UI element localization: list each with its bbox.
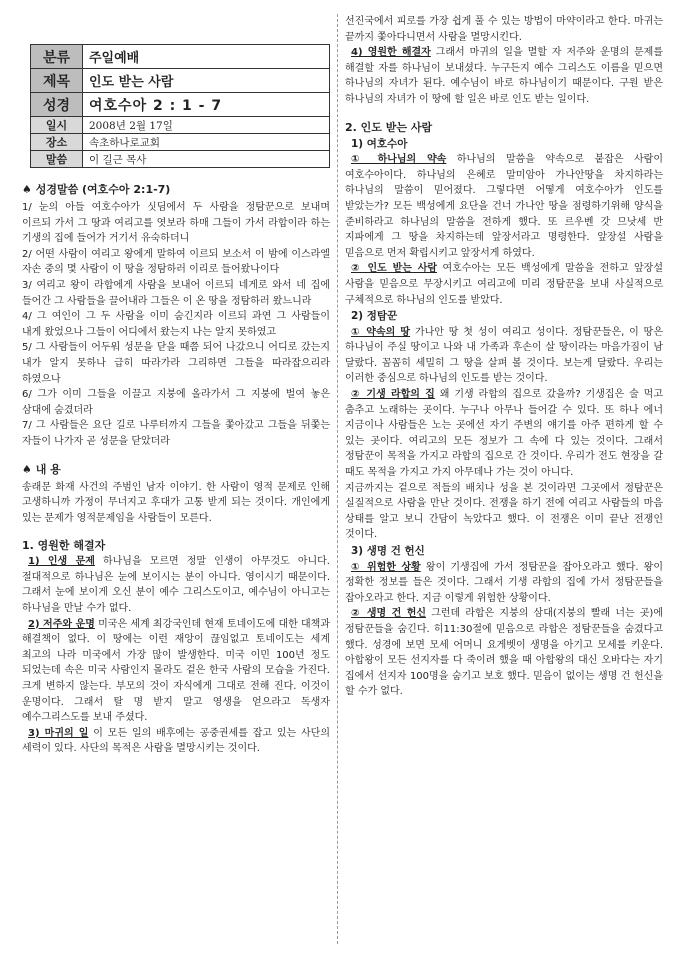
paragraph-body: 가나안 땅 첫 성이 여리고 성이다. 정탐꾼들은, 이 땅은 하나님이 주실 땅이고 나와 내 가족과 후손이 살 땅이라는 마음가짐이 남 달랐다. 꼼꼼히 세밀히 그 땅을 살펴 볼 것이다. 보는게 달랐다. 우리는 이러한 중심으로 하나님의 인도를 받는 것이다. — [345, 326, 663, 385]
info-key: 성경 — [31, 93, 83, 117]
subsection-paragraph-continued: 지금까지는 겉으로 적들의 배치나 성을 본 것이라면 그곳에서 정탐꾼은 실질적으로 사람을 만난 것이다. 전쟁을 하기 전에 여리고 사람들의 마음 상태를 알고 보니 간담이 녹았다고 했다. 이 전쟁은 이미 끝난 전쟁인 것이다. — [345, 482, 663, 541]
sermon-info-table — [30, 44, 330, 168]
column-divider — [337, 14, 338, 944]
scripture-heading: ♠ 성경말씀 (여호수아 2:1-7) — [22, 183, 171, 196]
paragraph-body: 미국은 세계 최강국인데 현재 토네이도에 대한 대책과 해결책이 없다. 이 땅에는 이런 재앙이 끊임없고 토네이도는 세계 최고의 나라 미국에서 가장 많이 발생한다. 미국 이민 100년 정도 되었는데 속은 미국 사람인지 몰라도 겉은 한국 사람의 모습을 가진다. 크게 변하지 않는다. 부모의 것이 자식에게 그대로 전해 진다. 이것이 운명이다. 그래서 탈 명 받지 말고 영생을 얻으라고 독생자 예수그리스도를 보내 주셨다. — [22, 618, 330, 724]
info-row-scripture — [31, 93, 330, 117]
info-key: 제목 — [31, 69, 83, 93]
paragraph-heading: ① 위험한 상황 — [351, 561, 421, 573]
paragraph-heading: ② 인도 받는 사람 — [351, 263, 438, 275]
subsection-title: 3) 생명 건 헌신 — [351, 545, 425, 557]
info-row-place — [31, 134, 330, 151]
paragraph-body: 이 모든 일의 배후에는 공중권세를 잡고 있는 사단의 세력이 있다. 사단의 목적은 사람을 멸망시키는 것이다. — [22, 727, 330, 755]
subsection-paragraph — [345, 261, 663, 308]
paragraph-heading: ① 약속의 땅 — [351, 326, 411, 338]
paragraph-heading: 3) 마귀의 일 — [28, 727, 89, 739]
section-1-paragraph — [345, 45, 663, 107]
content-heading: ♠ 내 용 — [22, 462, 61, 476]
subsection-paragraph — [345, 152, 663, 261]
verse-5: 5/ 그 사람들이 어두워 성문을 닫을 때쯤 되어 나갔으니 어디로 갔는지 내가 알지 못하나 급히 따라가라 그리하면 그들을 따라잡으리라 하였으나 — [22, 342, 330, 385]
paragraph-body: 하나님을 모르면 정말 인생이 아무것도 아니다. 절대적으로 하나님은 눈에 보이시는 분이 아니다. 영이시기 때문이다. 그래서 눈에 보이게 오신 분이 예수 그리스도이고, 예수님이 아니고는 하나님을 만날 수가 없다. — [22, 556, 330, 615]
verse-3: 3/ 여리고 왕이 라합에게 사람을 보내어 이르되 네게로 와서 네 집에 들어간 그 사람들을 끌어내라 그들은 이 온 땅을 정탐하러 왔느니라 — [22, 279, 330, 307]
section-1-paragraph — [22, 617, 330, 726]
info-key: 말씀 — [31, 151, 83, 168]
paragraph-body: 그런데 라합은 지붕의 삼대(지붕의 빨래 너는 곳)에 정탐꾼들을 숨긴다. 히11:30절에 믿음으로 라합은 정탐꾼들을 숨겼다고 했다. 성경에 보면 모세 어머니 요게벳이 생명을 아기고 모세를 키운다. 아합왕이 모든 선지자를 다 죽이려 했을 때 아합왕의 대신 오바다는 자기 집에서 선지자 100명을 숨기고 보호 했다. 믿음이 없이는 생명 건 헌신을 할 수가 없다. — [345, 608, 663, 698]
section-1-title: 1. 영원한 해결자 — [22, 539, 106, 553]
info-row-title — [31, 69, 330, 93]
paragraph-body: 하나님의 말씀을 약속으로 붙잡은 사람이 여호수아이다. 하나님의 은혜로 말미암아 가나안땅을 차지하라는 하나님의 말씀이 믿어졌다. 그렇다면 어떻게 여호수아가 인도를 받았는가? 모든 백성에게 요단을 건너 가나안 땅을 점령하기위해 양식을 준비하라고 하나님의 말씀을 전하게 했다. 또 르우벤 갓 므낫세 반 지파에게 그 땅을 차지하는데 앞장서라고 명령한다. 앞장설 사람을 믿음으로 먼저 확립시키고 앞장서게 하였다. — [345, 154, 664, 259]
paragraph-heading: ② 생명 건 헌신 — [351, 608, 427, 620]
subsection-paragraph — [345, 560, 663, 607]
subsection-title: 2) 정탐꾼 — [351, 310, 398, 323]
info-value: 속초하나로교회 — [83, 134, 330, 151]
paragraph-body: 여호수아는 모든 백성에게 말씀을 전하고 앞장설 사람을 믿음으로 무장시키고 여리고에 미리 정탐꾼을 보내 사실적으로 구체적으로 하나님의 인도를 받았다. — [345, 263, 663, 306]
paragraph-body: 왕이 기생집에 가서 정탐꾼을 잡아오라고 했다. 왕이 정확한 정보를 들은 것이다. 그래서 기생 라합의 집에 가서 정탐꾼들을 잡아오라고 한다. 지금 이렇게 위험한 상황이다. — [345, 561, 663, 604]
verse-2: 2/ 어떤 사람이 여리고 왕에게 말하여 이르되 보소서 이 밤에 이스라엘 자손 중의 몇 사람이 이 땅을 정탐하러 이리로 들어왔나이다 — [22, 248, 330, 276]
section-1-paragraph-continued: 선진국에서 피로를 가장 쉽게 풀 수 있는 방법이 마약이라고 한다. 마귀는 끝까지 쫓아다니면서 사람을 멸망시킨다. — [345, 16, 663, 43]
info-row-date — [31, 117, 330, 134]
verse-1: 1/ 눈의 아들 여호수아가 싯딤에서 두 사람을 정탐꾼으로 보내며 이르되 가서 그 땅과 여리고를 엿보라 하매 그들이 가서 라합이라 하는 기생의 집에 들어가 거기서 유숙하더니 — [22, 202, 330, 245]
verse-4: 4/ 그 여인이 그 두 사람을 이미 숨긴지라 이르되 과연 그 사람들이 내게 왔었으나 그들이 어디에서 왔는지 나는 알지 못하였고 — [22, 311, 330, 338]
subsection-paragraph — [345, 606, 663, 700]
info-key: 분류 — [31, 45, 83, 69]
info-value: 이 길근 목사 — [83, 151, 330, 168]
paragraph-heading: 1) 인생 문제 — [28, 556, 95, 568]
subsection-paragraph — [345, 387, 663, 481]
content-intro: 송래문 화재 사건의 주범인 남자 이야기. 한 사람이 영적 문제로 인해 고생하니까 가정이 무너지고 후대가 고통 받게 되는 것이다. 개인에게 있는 문제가 영적문제임을 사람들이 모른다. — [22, 481, 330, 524]
verse-6: 6/ 그가 이미 그들을 이끌고 지붕에 올라가서 그 지붕에 벌여 놓은 삼대에 숨겼더라 — [22, 389, 330, 416]
info-value: 여호수아 2 : 1 - 7 — [83, 93, 330, 117]
paragraph-body: 왜 기생 라합의 집으로 갔을까? 기생집은 술 먹고 춤추고 노래하는 곳이다. 누구나 아무나 들어갈 수 있다. 또 하나 에너 지금이나 사람들은 노는 곳에선 자기 주변의 얘기를 아주 편하게 할 수 있는 곳이다. 여리고의 모든 정보가 그 속에 다 있는 것이다. 그래서 정탐꾼이 목적을 가지고 라합의 집으로 간 것이다. 우리가 전도 현장을 갈 때도 목적을 가지고 가지 아무데나 가는 것이 아니다. — [345, 389, 663, 479]
info-row-preacher — [31, 151, 330, 168]
paragraph-heading: ② 기생 라합의 집 — [351, 389, 435, 401]
info-value: 주일예배 — [83, 45, 330, 69]
paragraph-heading: 2) 저주와 운명 — [28, 618, 95, 630]
paragraph-heading: 4) 영원한 해결자 — [351, 47, 431, 59]
section-1-paragraph — [22, 726, 330, 757]
paragraph-body: 그래서 마귀의 일을 멸할 자 저주와 운명의 문제를 해결할 자를 하나님이 보내셨다. 누구든지 예수 그리스도 이름을 믿으면 하나님의 자녀가 된다. 예수님이 바로 하나님이기 때문이다. 구원 받은 하나님의 자녀가 이 땅에 할 일은 바로 인도 받는 일이다. — [345, 47, 664, 105]
paragraph-heading: ① 하나님의 약속 — [351, 154, 447, 166]
info-key: 일시 — [31, 117, 83, 134]
verse-7: 7/ 그 사람들은 요단 길로 나루터까지 그들을 쫓아갔고 그들을 뒤쫓는 자들이 나가자 곧 성문을 닫았더라 — [22, 420, 330, 447]
info-key: 장소 — [31, 134, 83, 151]
subsection-paragraph — [345, 325, 663, 387]
info-value: 2008년 2월 17일 — [83, 117, 330, 134]
section-1-paragraph — [22, 554, 330, 616]
info-row-category — [31, 45, 330, 69]
section-2-title: 2. 인도 받는 사람 — [345, 120, 433, 134]
left-column — [22, 44, 330, 757]
right-column — [345, 14, 663, 700]
info-value: 인도 받는 사람 — [83, 69, 330, 93]
subsection-title: 1) 여호수아 — [351, 137, 408, 150]
